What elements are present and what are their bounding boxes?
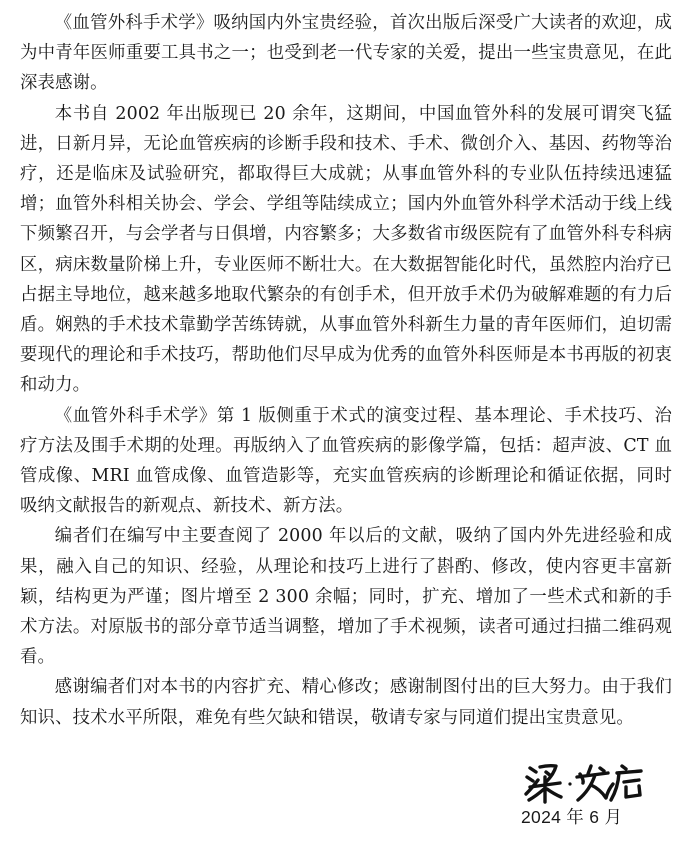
paragraph-1: 《血管外科手术学》吸纳国内外宝贵经验，首次出版后深受广大读者的欢迎，成为中青年医师重要工具书之一；也受到老一代专家的关爱，提出一些宝贵意见，在此深表感谢。 [20, 13, 672, 94]
paragraph-3: 《血管外科手术学》第 1 版侧重于术式的演变过程、基本理论、手术技巧、治疗方法及围手术期的处理。再版纳入了血管疾病的影像学篇，包括：超声波、CT 血管成像、MRI 血管成像、血管造影等，充实血管疾病的诊断理论和循证依据，同时吸纳文献报告的新观点、新技术、新方法。 [20, 405, 672, 517]
paragraph-5: 感谢编者们对本书的内容扩充、精心修改；感谢制图付出的巨大努力。由于我们知识、技术水平所限，难免有些欠缺和错误，敬请专家与同道们提出宝贵意见。 [20, 677, 672, 728]
handwritten-signature [520, 760, 650, 806]
paragraph-4: 编者们在编写中主要查阅了 2000 年以后的文献，吸纳了国内外先进经验和成果，融入自己的知识、经验，从理论和技巧上进行了斟酌、修改，使内容更丰富新颖，结构更为严谨；图片增至 2 300 余幅；同时，扩充、增加了一些术式和新的手术方法。对原版书的部分章节适当调整，增加了手术视频，读者可通过扫描二维码观看。 [20, 526, 672, 668]
preface-date: 2024 年 6 月 [521, 807, 623, 827]
paragraph-2: 本书自 2002 年出版现已 20 余年，这期间，中国血管外科的发展可谓突飞猛进，日新月异，无论血管疾病的诊断手段和技术、手术、微创介入、基因、药物等治疗，还是临床及试验研究，都取得巨大成就；从事血管外科的专业队伍持续迅速猛增；血管外科相关协会、学会、学组等陆续成立；国内外血管外科学术活动于线上线下频繁召开，与会学者与日俱增，内容繁多；大多数省市级医院有了血管外科专科病区，病床数量阶梯上升，专业医师不断壮大。在大数据智能化时代，虽然腔内治疗已占据主导地位，越来越多地取代繁杂的有创手术，但开放手术仍为破解难题的有力后盾。娴熟的手术技术靠勤学苦练铸就，从事血管外科新生力量的青年医师们，迫切需要现代的理论和手术技巧，帮助他们尽早成为优秀的血管外科医师是本书再版的初衷和动力。 [20, 103, 672, 396]
preface-body [20, 8, 672, 733]
